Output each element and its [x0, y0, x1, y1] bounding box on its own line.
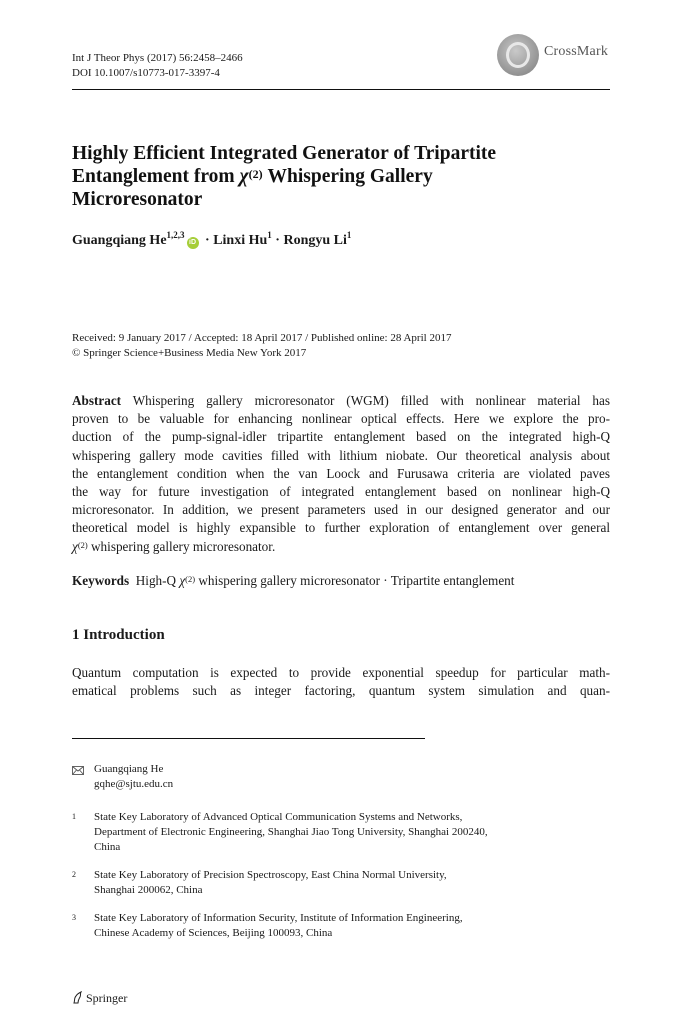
envelope-icon	[72, 766, 84, 775]
crossmark-label: CrossMark	[544, 44, 609, 59]
chi-symbol: χ	[239, 166, 249, 187]
title-line-2: Entanglement from $\chi^{(2)}$ Whispering Gallery	[72, 166, 433, 187]
affiliation-1: State Key Laboratory of Advanced Optical Communication Systems and Networks, Department of Electronic Engineering, Shanghai Jiao Tong University, Shanghai 200240, China	[94, 811, 488, 853]
corresponding-author-email[interactable]: gqhe@sjtu.edu.cn	[94, 778, 174, 790]
author-2[interactable]: Linxi Hu	[213, 233, 268, 248]
doi[interactable]: DOI 10.1007/s10773-017-3397-4	[72, 67, 220, 79]
affiliation-1-number: 1	[72, 812, 76, 821]
affiliation-2: State Key Laboratory of Precision Spectroscopy, East China Normal University, Shanghai 200062, China	[94, 869, 447, 896]
author-list: Guangqiang He$^{1,2,3}$iD · Linxi $Hu^1$ · Rongyu Li$^1$	[72, 230, 352, 248]
introduction-text: Quantum computation is expected to provide exponential speedup for particular math- ematical problems such as integer factoring, quantum system simulation and quan-	[72, 665, 610, 699]
springer-footer: Springer	[72, 991, 127, 1006]
affiliation-2-number: 2	[72, 870, 76, 879]
abstract-label: Abstract	[72, 393, 122, 408]
crossmark-icon	[497, 34, 539, 76]
orcid-icon[interactable]: iD	[187, 237, 199, 249]
affiliation-3: State Key Laboratory of Information Security, Institute of Information Engineering, Chinese Academy of Sciences, Beijing 100093, China	[94, 912, 463, 939]
section-heading-introduction: 1 Introduction	[72, 627, 165, 643]
keywords: Keywords High-Q $\chi^{(2)}$ whispering gallery microresonator · Tripartite entanglement	[72, 573, 515, 588]
header-rule	[72, 89, 610, 90]
paper-title	[72, 142, 612, 211]
corresponding-author-name: Guangqiang He	[94, 763, 164, 775]
affiliation-3-number: 3	[72, 913, 76, 922]
footnote-rule	[72, 738, 425, 739]
keywords-label: Keywords	[72, 573, 130, 588]
journal-citation: Int J Theor Phys (2017) 56:2458–2466	[72, 52, 243, 64]
crossmark-badge[interactable]	[497, 32, 617, 80]
author-3[interactable]: Rongyu Li	[283, 233, 347, 248]
abstract: Abstract Whispering gallery microresonator (WGM) filled with nonlinear material has proven to be valuable for enhancing nonlinear optical effects. Here we explore the pro- duction of the pump-signal-idler tripartite entanglement based on the integrated high-Q whispering gallery mode cavities filled with lithium niobate. Our theoretical analysis about the entanglement condition when the van Loock and Furusawa criteria are violated paves the way for future investigation of integrated entanglement based on nonlinear high-Q microresonator. In addition, we present parameters used in our designed generator and our theoretical model is highly expansible to further exploration of entanglement over general $\chi^{(2)}$ whispering gallery microresonator.	[72, 393, 610, 554]
publication-dates: Received: 9 January 2017 / Accepted: 18 April 2017 / Published online: 28 April 2017	[72, 332, 452, 344]
copyright: © Springer Science+Business Media New York 2017	[72, 347, 307, 359]
title-line-1: Highly Efficient Integrated Generator of Tripartite	[72, 143, 497, 164]
author-1[interactable]: Guangqiang He	[72, 233, 167, 248]
springer-horse-icon	[72, 991, 83, 1004]
title-line-3: Microresonator	[72, 189, 203, 210]
